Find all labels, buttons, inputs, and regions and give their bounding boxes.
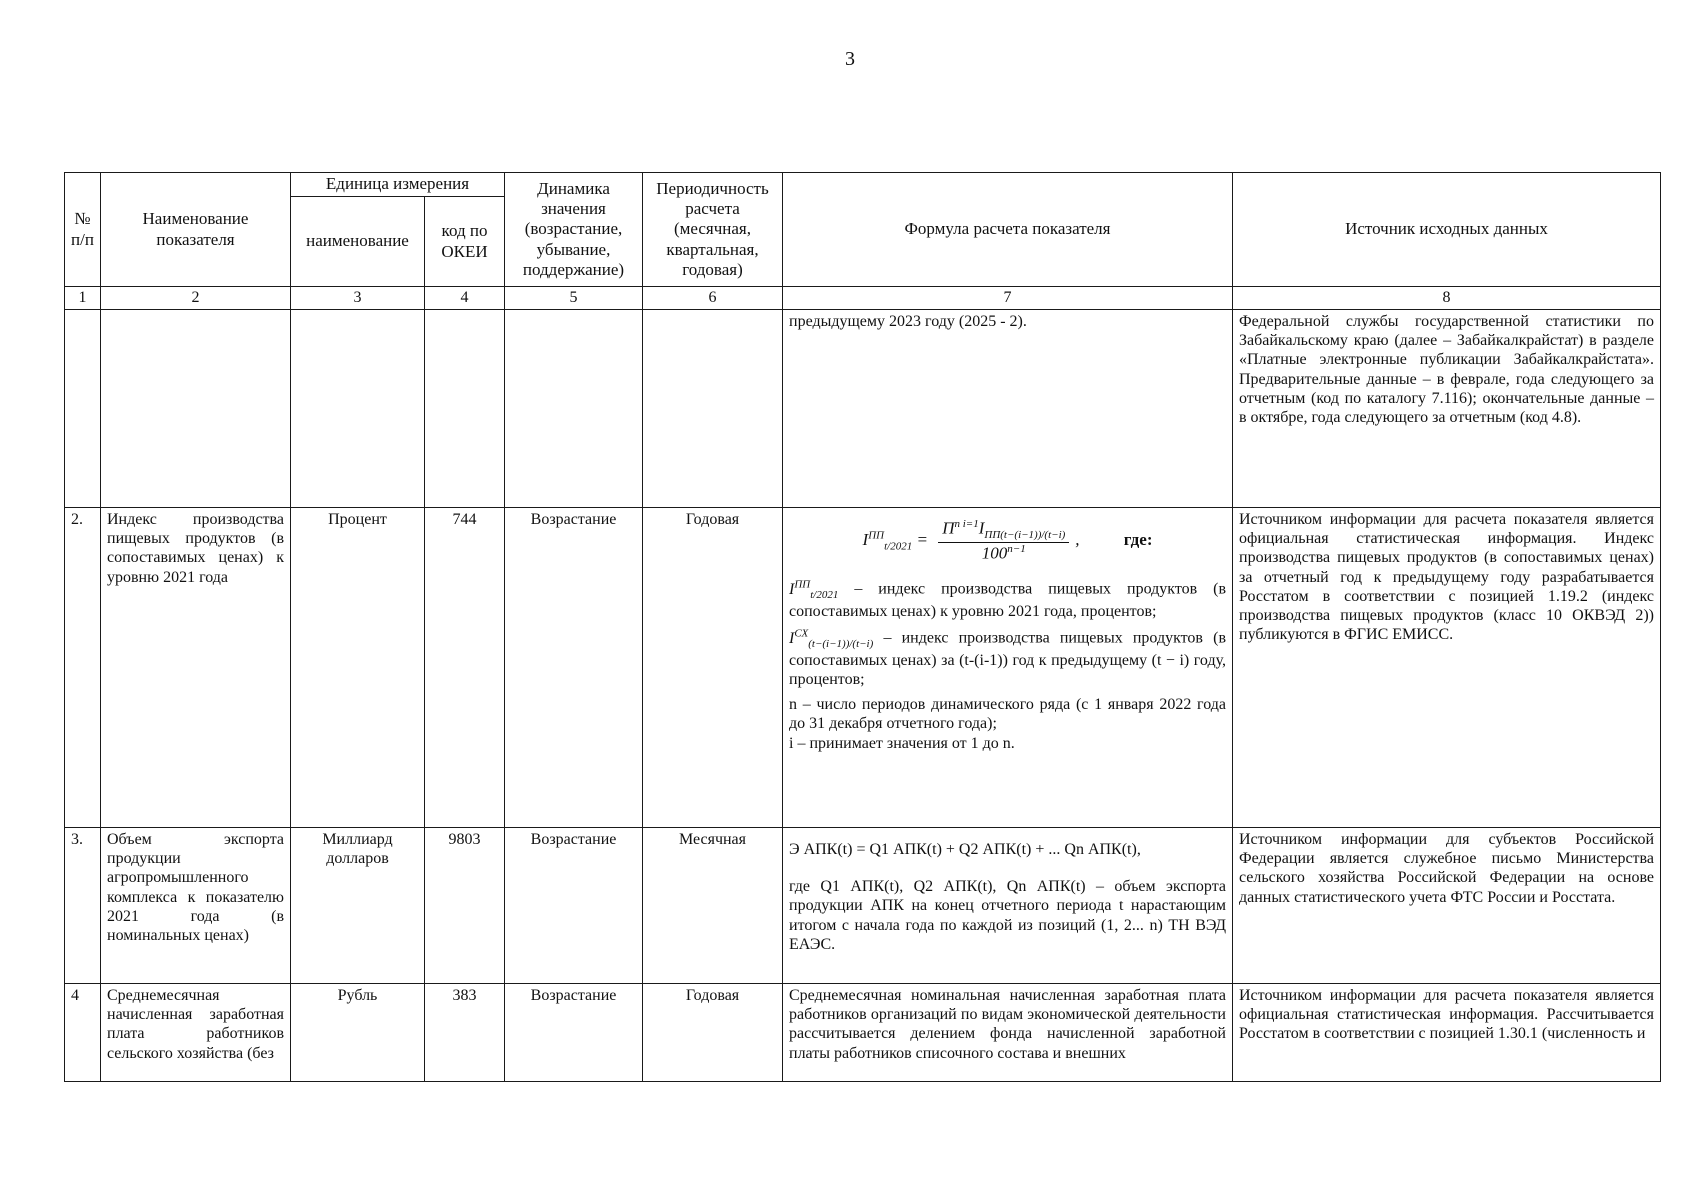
- column-number: 6: [643, 287, 783, 310]
- formula-text: предыдущему 2023 году (2025 - 2).: [789, 313, 1027, 330]
- formula-definition: $I^{ПП}_{t/2021}$ – индекс производства пищевых продуктов (в сопоставимых ценах) к уровню 2021 года, процентов;: [789, 578, 1227, 620]
- header-name: Наименование показателя: [101, 173, 291, 287]
- row-code: 9803: [425, 828, 505, 984]
- header-dynamics: Динамика значения (возрастание, убывание, поддержание): [505, 173, 643, 287]
- table-row: [65, 310, 1661, 508]
- row-periodicity: Годовая: [643, 984, 783, 1082]
- row-dynamics: Возрастание: [505, 508, 643, 828]
- formula-definition: i – принимает значения от 1 до n.: [789, 734, 1015, 752]
- row-name: [101, 310, 291, 508]
- formula-symbol: $I^{СХ}_{(t-(i-1))/(t-i)}$: [789, 627, 874, 650]
- column-number: 8: [1233, 287, 1661, 310]
- header-unit-name: наименование: [291, 197, 425, 287]
- row-code: 383: [425, 984, 505, 1082]
- row-num: 3.: [65, 828, 101, 984]
- formula-definition: где Q1 АПК(t), Q2 АПК(t), Qn АПК(t) – объем экспорта продукции АПК на конец отчетного периода t нарастающим итогом с начала года по каждой из позиций (1, 2... n) ТН ВЭД ЕАЭС.: [789, 878, 1226, 953]
- column-number: 7: [783, 287, 1233, 310]
- column-number: 2: [101, 287, 291, 310]
- formula-fraction: $\frac{\Pi^{n i=1}I_{ПП(t-(i-1))/(t-i)}}{100^{n-1}}$: [938, 518, 1069, 564]
- row-formula: [783, 310, 1233, 508]
- row-unit: Процент: [291, 508, 425, 828]
- page-number: 3: [845, 48, 855, 70]
- row-code: [425, 310, 505, 508]
- row-periodicity: Месячная: [643, 828, 783, 984]
- row-formula: [783, 508, 1233, 828]
- row-unit: Миллиард долларов: [291, 828, 425, 984]
- table-row: [65, 984, 1661, 1082]
- row-periodicity: Годовая: [643, 508, 783, 828]
- column-number: 1: [65, 287, 101, 310]
- formula-where: где:: [1123, 530, 1153, 550]
- formula-definition: n – число периодов динамического ряда (с 1 января 2022 года до 31 декабря отчетного года);: [789, 696, 1226, 733]
- header-formula: Формула расчета показателя: [783, 173, 1233, 287]
- header-unit-group: Единица измерения: [291, 173, 505, 197]
- table-row: [65, 828, 1661, 984]
- row-source: Источником информации для субъектов Российской Федерации является служебное письмо Министерства сельского хозяйства Российской Федерации на основе данных статистического учета ФТС России и Росстата.: [1233, 828, 1661, 984]
- row-dynamics: Возрастание: [505, 828, 643, 984]
- row-name: Среднемесячная начисленная заработная плата работников сельского хозяйства (без: [101, 984, 291, 1082]
- row-code: 744: [425, 508, 505, 828]
- column-number: 4: [425, 287, 505, 310]
- row-name: Объем экспорта продукции агропромышленного комплекса к показателю 2021 года (в номинальных ценах): [101, 828, 291, 984]
- row-unit: [291, 310, 425, 508]
- indicators-table: [64, 172, 1661, 1082]
- row-formula: Среднемесячная номинальная начисленная заработная плата работников организаций по видам экономической деятельности рассчитывается делением фонда начисленной заработной платы работников списочного состава и внешних: [783, 984, 1233, 1082]
- header-periodicity: Периодичность расчета (месячная, квартальная, годовая): [643, 173, 783, 287]
- row-periodicity: [643, 310, 783, 508]
- row-unit: Рубль: [291, 984, 425, 1082]
- formula-definition: $I^{СХ}_{(t-(i-1))/(t-i)}$ – индекс производства пищевых продуктов (в сопоставимых ценах) за (t-(i-1)) год к предыдущему (t − i) году, процентов;: [789, 627, 1227, 689]
- row-num: 2.: [65, 508, 101, 828]
- header-num: № п/п: [65, 173, 101, 287]
- column-number: 3: [291, 287, 425, 310]
- column-number: 5: [505, 287, 643, 310]
- row-dynamics: [505, 310, 643, 508]
- row-dynamics: Возрастание: [505, 984, 643, 1082]
- row-num: [65, 310, 101, 508]
- row-formula: [783, 828, 1233, 984]
- row-num: 4: [65, 984, 101, 1082]
- row-name: Индекс производства пищевых продуктов (в сопоставимых ценах) к уровню 2021 года: [101, 508, 291, 828]
- table-row: [65, 508, 1661, 828]
- row-source: Источником информации для расчета показателя является официальная статистическая информация. Индекс производства пищевых продуктов (в сопоставимых ценах) за отчетный год к предыдущему году разрабатывается Росстатом в соответствии с позицией 1.19.2 (индекс производства пищевых продуктов (класс 10 ОКВЭД 2)) публикуются в ФГИС ЕМИСС.: [1233, 508, 1661, 828]
- column-numbers-row: [65, 287, 1661, 310]
- formula-symbol: $I^{ПП}_{t/2021}$: [789, 578, 839, 601]
- header-source: Источник исходных данных: [1233, 173, 1661, 287]
- row-source: Источником информации для расчета показателя является официальная статистическая информация. Рассчитывается Росстатом в соответствии с позицией 1.30.1 (численность и: [1233, 984, 1661, 1082]
- row-source: Федеральной службы государственной статистики по Забайкальскому краю (далее – Забайкалкрайстат) в разделе «Платные электронные публикации Забайкалкрайстата». Предварительные данные – в феврале, года следующего за отчетным (код по каталогу 7.116); окончательные данные – в октябре, года следующего за отчетным (код 4.8).: [1233, 310, 1661, 508]
- formula-equation: Э АПК(t) = Q1 АПК(t) + Q2 АПК(t) + ... Qn АПК(t),: [789, 841, 1141, 858]
- header-unit-code: код по ОКЕИ: [425, 197, 505, 287]
- formula-equation: $I^{ПП}_{t/2021}$ = $\frac{\Pi^{n i=1}I_{ПП(t-(i-1))/(t-i)}}{100^{n-1}}$ , где:: [862, 518, 1153, 563]
